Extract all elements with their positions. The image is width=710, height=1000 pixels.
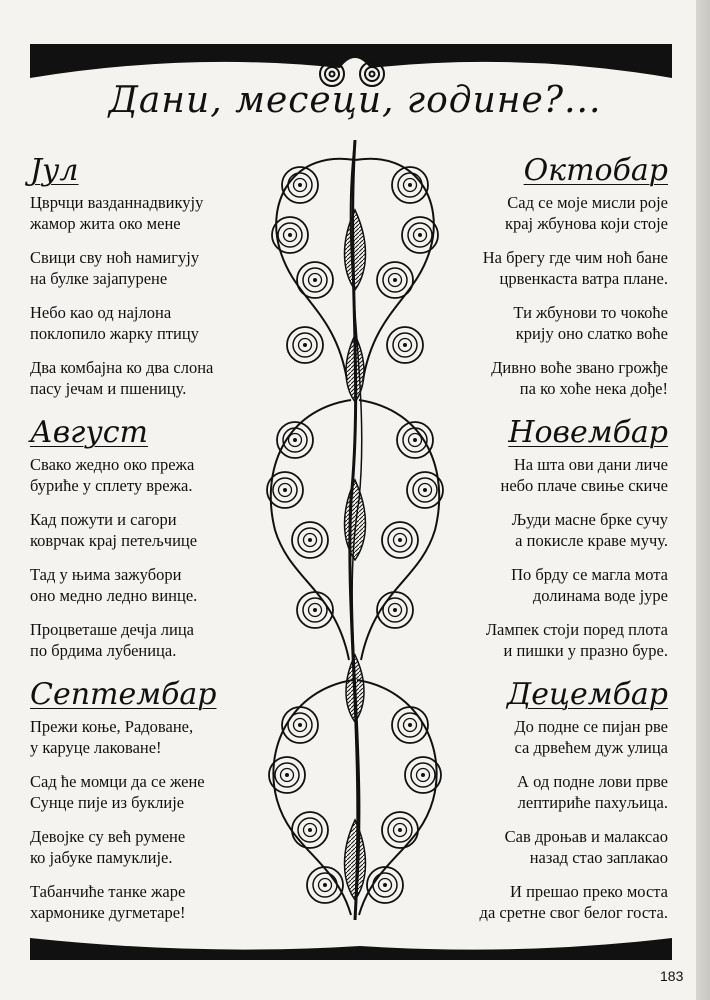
page-edge — [696, 0, 710, 1000]
verse-line: лептириће пахуљица. — [517, 793, 668, 812]
month-block — [30, 412, 280, 661]
verse-line: На брегу где чим ноћ бане — [482, 248, 668, 267]
stanza — [30, 454, 280, 496]
verse-line: па ко хоће нека дође! — [519, 379, 668, 398]
verse-line: да сретне свог белог госта. — [479, 903, 668, 922]
stanza — [30, 302, 280, 344]
verse-line: Лампек стоји поред плота — [485, 620, 668, 639]
verse-line: Дивно воће звано грожђе — [491, 358, 668, 377]
verse-line: поклопило жарку птицу — [30, 324, 199, 343]
verse-line: црвенкаста ватра плане. — [499, 269, 668, 288]
verse-line: Табанчиће танке жаре — [30, 882, 186, 901]
month-block — [30, 674, 280, 923]
stanza — [30, 881, 280, 923]
verse-line: ко јабуке памуклије. — [30, 848, 173, 867]
verse-line: пасу јечам и пшеницу. — [30, 379, 187, 398]
month-block — [30, 150, 280, 399]
page-title: Дани, месеци, године?... — [108, 80, 602, 121]
month-heading: Новембар — [508, 415, 668, 450]
verse-line: жамор жита око мене — [30, 214, 181, 233]
month-heading: Јул — [30, 153, 79, 188]
verse-line: са дрвећем дуж улица — [514, 738, 668, 757]
verse-line: у каруце лаковане! — [30, 738, 162, 757]
verse-line: Сунце пије из буклије — [30, 793, 185, 812]
verse-line: Девојке су већ румене — [30, 827, 186, 846]
central-swirl-ornament — [255, 140, 455, 920]
verse-line: До подне се пијан рве — [514, 717, 668, 736]
verse-line: хармонике дугметаре! — [30, 903, 186, 922]
verse-line: назад стао заплакао — [529, 848, 668, 867]
verse-line: И прешао преко моста — [510, 882, 668, 901]
verse-line: по брдима лубеница. — [30, 641, 177, 660]
verse-line: Сад се моје мисли роје — [507, 193, 668, 212]
stanza — [30, 564, 280, 606]
verse-line: на булке зајапурене — [30, 269, 168, 288]
verse-line: Прежи коње, Радоване, — [30, 717, 194, 736]
stanza — [30, 771, 280, 813]
verse-line: По брду се магла мота — [511, 565, 668, 584]
month-heading: Децембар — [506, 677, 668, 712]
stanza — [30, 716, 280, 758]
verse-line: Људи масне бркe сучу — [511, 510, 668, 529]
page-number: 183 — [660, 968, 684, 984]
left-column — [30, 150, 280, 936]
stanza — [30, 509, 280, 551]
stanza — [30, 192, 280, 234]
stanza — [30, 619, 280, 661]
verse-line: крај жбунова који стоје — [504, 214, 668, 233]
verse-line: Кад пожути и сагори — [30, 510, 177, 529]
verse-line: крију оно слатко воће — [515, 324, 668, 343]
stanza — [30, 826, 280, 868]
verse-line: Свако жедно око прежа — [30, 455, 195, 474]
verse-line: и пишки у празно буре. — [503, 641, 668, 660]
verse-line: Небо као од најлона — [30, 303, 172, 322]
verse-line: Сад ће момци да се жене — [30, 772, 205, 791]
verse-line: На шта ови дани личе — [513, 455, 668, 474]
bottom-banner-ornament — [0, 930, 710, 970]
verse-line: Цврчци вазданнадвикују — [30, 193, 204, 212]
verse-line: долинама воде јуре — [532, 586, 668, 605]
verse-line: а покисле краве мучу. — [515, 531, 668, 550]
verse-line: Два комбајна ко два слона — [30, 358, 214, 377]
verse-line: Сав дроњав и малаксао — [504, 827, 668, 846]
stanza — [30, 247, 280, 289]
verse-line: оно медно ледно винце. — [30, 586, 198, 605]
month-heading: Октобар — [523, 153, 668, 188]
month-heading: Септембар — [30, 677, 217, 712]
verse-line: буриће у сплету врежа. — [30, 476, 193, 495]
verse-line: Тад у њима зажубори — [30, 565, 182, 584]
verse-line: небо плаче свиње скиче — [500, 476, 668, 495]
verse-line: А од подне лови прве — [517, 772, 668, 791]
verse-line: Процветаше дечја лица — [30, 620, 195, 639]
stanza — [30, 357, 280, 399]
verse-line: Ти жбунови то чокоће — [513, 303, 668, 322]
verse-line: Свици сву ноћ намигују — [30, 248, 200, 267]
month-heading: Август — [30, 415, 148, 450]
verse-line: коврчак крај петељчице — [30, 531, 198, 550]
